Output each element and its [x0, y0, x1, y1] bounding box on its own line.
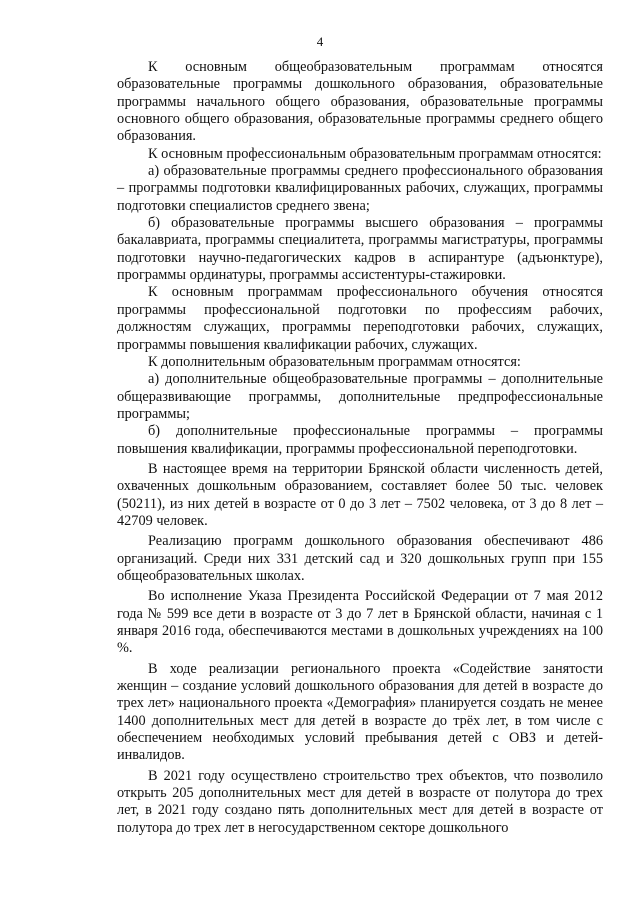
paragraph: Во исполнение Указа Президента Российской Федерации от 7 мая 2012 года № 599 все дети в возрасте от 3 до 7 лет в Брянской области, начиная с 1 января 2016 года, обеспечиваются местами в дошкольных учреждениях на 100 %. [117, 588, 603, 657]
page-number: 4 [316, 34, 324, 49]
paragraph: а) дополнительные общеобразовательные программы – дополнительные общеразвивающие программы, дополнительные предпрофессиональные программы; [117, 371, 603, 422]
paragraph: Реализацию программ дошкольного образования обеспечивают 486 организаций. Среди них 331 детский сад и 320 дошкольных групп при 155 общеобразовательных школах. [117, 533, 603, 584]
document-body [117, 59, 603, 837]
paragraph: б) дополнительные профессиональные программы – программы повышения квалификации, программы профессиональной переподготовки. [117, 423, 603, 457]
paragraph: К основным общеобразовательным программам относятся образовательные программы дошкольного образования, образовательные программы начального общего образования, образовательные программы основного общего образования, образовательные программы среднего общего образования. [117, 59, 603, 145]
paragraph: К основным профессиональным образовательным программам относятся: [148, 145, 602, 162]
paragraph: В ходе реализации регионального проекта «Содействие занятости женщин – создание условий дошкольного образования для детей в возрасте до трех лет» национального проекта «Демография» планируется создать не менее 1400 дополнительных мест для детей в возрасте до трёх лет, в том числе с обеспечением необходимых условий пребывания детей с ОВЗ и детей-инвалидов. [117, 660, 603, 764]
paragraph: а) образовательные программы среднего профессионального образования – программы подготовки квалифицированных рабочих, служащих, программы подготовки специалистов среднего звена; [117, 163, 603, 214]
paragraph: б) образовательные программы высшего образования – программы бакалавриата, программы специалитета, программы магистратуры, программы подготовки научно-педагогических кадров в аспирантуре (адъюнктуре), программы ординатуры, программы ассистентуры-стажировки. [117, 215, 603, 284]
paragraph: В 2021 году осуществлено строительство трех объектов, что позволило открыть 205 дополнительных мест для детей в возрасте от полутора до трех лет, в 2021 году создано пять дополнительных мест для детей в возрасте от полутора до трех лет в негосударственном секторе дошкольного [117, 767, 603, 836]
paragraph: К основным программам профессионального обучения относятся программы профессиональной подготовки по профессиям рабочих, должностям служащих, программы переподготовки рабочих, служащих, программы повышения квалификации рабочих, служащих. [117, 284, 603, 353]
paragraph: К дополнительным образовательным программам относятся: [148, 353, 521, 370]
paragraph: В настоящее время на территории Брянской области численность детей, охваченных дошкольным образованием, составляет более 50 тыс. человек (50211), из них детей в возрасте от 0 до 3 лет – 7502 человека, от 3 до 8 лет – 42709 человек. [117, 460, 603, 529]
